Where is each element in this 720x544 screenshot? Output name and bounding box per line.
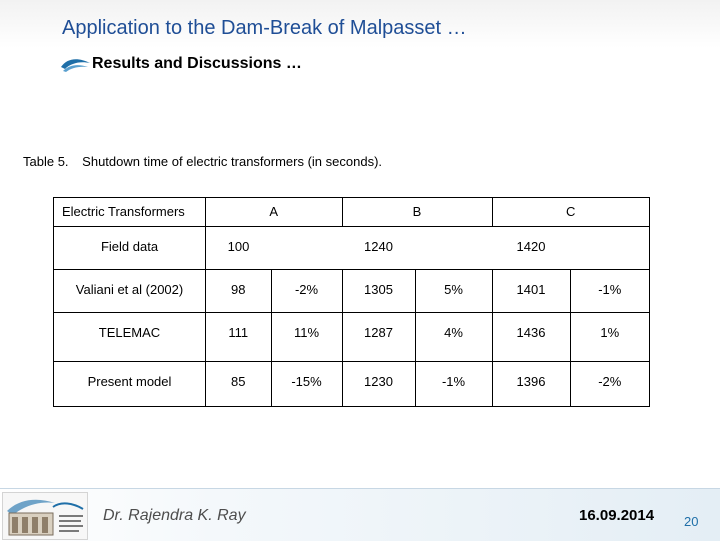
wave-icon [60,55,92,73]
table-cell: 11% [271,313,342,362]
subtitle-row [60,53,302,75]
header-cell: B [342,198,492,227]
table-row [54,227,650,270]
table-cell: Valiani et al (2002) [54,270,206,313]
table-cell: 1401 [492,270,570,313]
table-cell: -2% [570,362,650,407]
table-caption [23,154,382,169]
presentation-date: 16.09.2014 [579,507,655,524]
table-cell: 1240 [342,227,415,270]
table-cell: 98 [206,270,272,313]
table-cell: Present model [54,362,206,407]
table-cell: TELEMAC [54,313,206,362]
header-cell: A [206,198,343,227]
results-table [53,197,650,407]
table-cell: 111 [206,313,272,362]
table-cell: -1% [415,362,492,407]
table-cell: 1% [570,313,650,362]
table-cell [271,227,342,270]
table-cell: 85 [206,362,272,407]
table-cell [570,227,650,270]
caption-label: Table 5. [23,154,69,169]
table-cell: 100 [206,227,272,270]
table-cell: 1305 [342,270,415,313]
table-cell: Field data [54,227,206,270]
section-subtitle: Results and Discussions … [92,55,302,72]
header-cell: Electric Transformers [54,198,206,227]
table-cell: -2% [271,270,342,313]
slide-title: Application to the Dam-Break of Malpasset … [62,17,467,39]
table-cell: 1436 [492,313,570,362]
caption-text: Shutdown time of electric transformers (in seconds). [82,154,383,169]
table-cell: -1% [570,270,650,313]
table-cell: 5% [415,270,492,313]
header-cell: C [492,198,650,227]
table-header-row [54,198,650,227]
table-row [54,362,650,407]
table-cell: 1396 [492,362,570,407]
table-cell: 1420 [492,227,570,270]
table-cell: 4% [415,313,492,362]
table-cell: 1287 [342,313,415,362]
table-cell: 1230 [342,362,415,407]
table-row [54,270,650,313]
institute-logo [2,492,88,540]
table-row [54,313,650,362]
table-cell [415,227,492,270]
author-name: Dr. Rajendra K. Ray [103,507,246,524]
table-cell: -15% [271,362,342,407]
page-number: 20 [684,514,699,529]
